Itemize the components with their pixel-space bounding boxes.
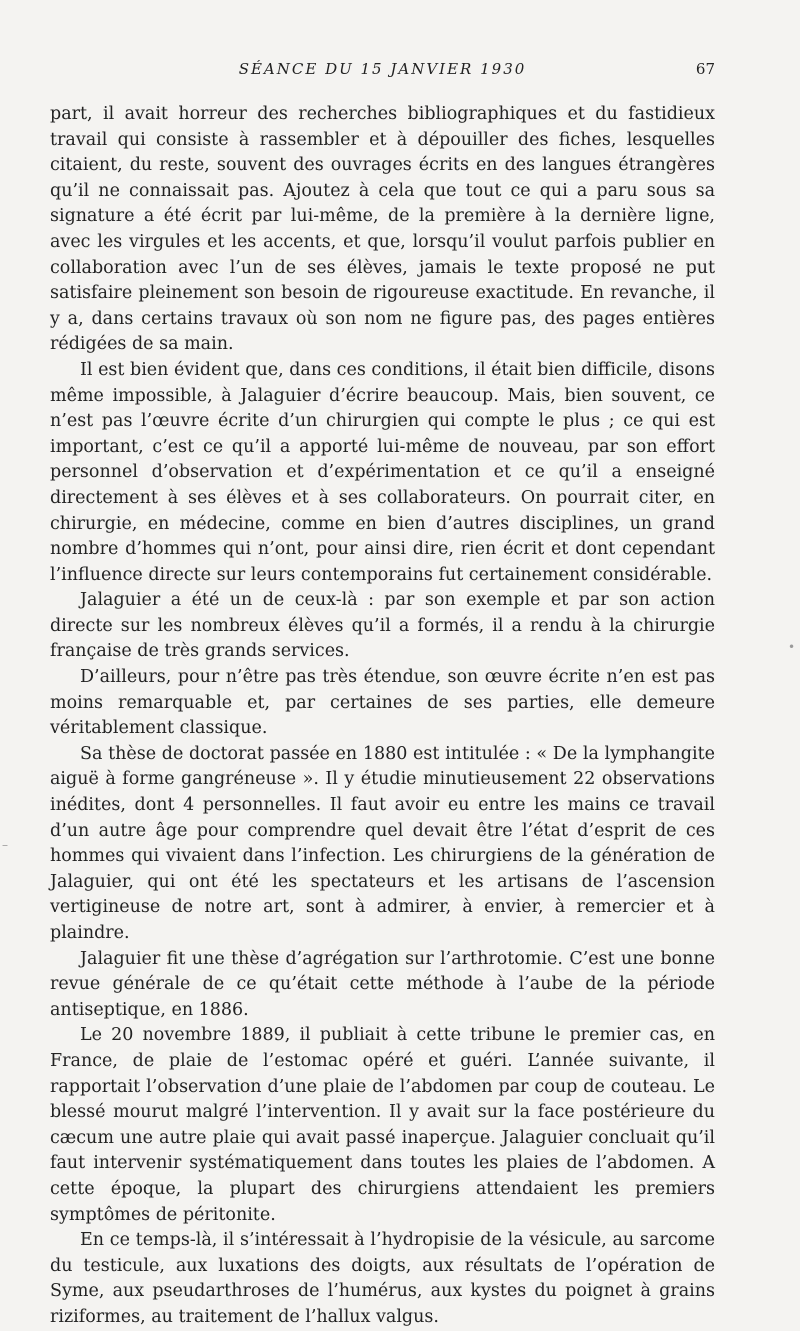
margin-speck: • — [788, 640, 796, 654]
paragraph-5: Sa thèse de doctorat passée en 1880 est intitulée : « De la lymphangite aiguë à forme gangréneuse ». Il y étudie minutieusement 22 observations inédites, dont 4 personnelles. Il faut avoir eu entre les mains ce travail d’un autre âge pour comprendre quel devait être l’état d’esprit de ces hommes qui vivaient dans l’infection. Les chirurgiens de la génération de Jalaguier, qui ont été les spectateurs et les artisans de l’ascension vertigineuse de notre art, sont à admirer, à envier, à remercier et à plaindre. — [50, 743, 715, 943]
running-header — [50, 60, 715, 84]
paragraph-3: Jalaguier a été un de ceux-là : par son exemple et par son action directe sur les nombreux élèves qu’il a formés, il a rendu à la chirurgie française de très grands services. — [50, 590, 715, 662]
page-number: 67 — [695, 60, 715, 78]
body-text — [50, 102, 715, 1331]
header-title: SÉANCE DU 15 JANVIER 1930 — [238, 60, 527, 78]
margin-dash: – — [2, 838, 8, 852]
paragraph-1: part, il avait horreur des recherches bibliographiques et du fastidieux travail qui consiste à rassembler et à dépouiller des fiches, lesquelles citaient, du reste, souvent des ouvrages écrits en des langues étrangères qu’il ne connaissait pas. Ajoutez à cela que tout ce qui a paru sous sa signature a été écrit par lui-même, de la première à la dernière ligne, avec les virgules et les accents, et que, lorsqu’il voulut parfois publier en collaboration avec l’un de ses élèves, jamais le texte proposé ne put satisfaire pleinement son besoin de rigoureuse exactitude. En revanche, il y a, dans certains travaux où son nom ne figure pas, des pages entières rédigées de sa main. — [50, 104, 715, 355]
paragraph-7: Le 20 novembre 1889, il publiait à cette tribune le premier cas, en France, de plaie de l’estomac opéré et guéri. L’année suivante, il rapportait l’observation d’une plaie de l’abdomen par coup de couteau. Le blessé mourut malgré l’intervention. Il y avait sur la face postérieure du cæcum une autre plaie qui avait passé inaperçue. Jalaguier concluait qu’il faut intervenir systématiquement dans toutes les plaies de l’abdomen. A cette époque, la plupart des chirurgiens attendaient les premiers symptômes de péritonite. — [50, 1025, 715, 1225]
paragraph-4: D’ailleurs, pour n’être pas très étendue, son œuvre écrite n’en est pas moins remarquable et, par certaines de ses parties, elle demeure véritablement classique. — [50, 667, 715, 739]
paragraph-2: Il est bien évident que, dans ces conditions, il était bien difficile, disons même impossible, à Jalaguier d’écrire beaucoup. Mais, bien souvent, ce n’est pas l’œuvre écrite d’un chirurgien qui compte le plus ; ce qui est important, c’est ce qu’il a apporté lui-même de nouveau, par son effort personnel d’observation et d’expérimentation et ce qu’il a enseigné directement à ses élèves et à ses collaborateurs. On pourrait citer, en chirurgie, en médecine, comme en bien d’autres disciplines, un grand nombre d’hommes qui n’ont, pour ainsi dire, rien écrit et dont cependant l’influence directe sur leurs contemporains fut certainement considérable. — [50, 359, 715, 585]
paragraph-6: Jalaguier fit une thèse d’agrégation sur l’arthrotomie. C’est une bonne revue générale de ce qu’était cette méthode à l’aube de la période antiseptique, en 1886. — [50, 948, 715, 1020]
paragraph-8: En ce temps-là, il s’intéressait à l’hydropisie de la vésicule, au sarcome du testicule, aux luxations des doigts, aux résultats de l’opération de Syme, aux pseudarthroses de l’humérus, aux kystes du poignet à grains riziformes, au traitement de l’hallux valgus. — [50, 1230, 715, 1327]
